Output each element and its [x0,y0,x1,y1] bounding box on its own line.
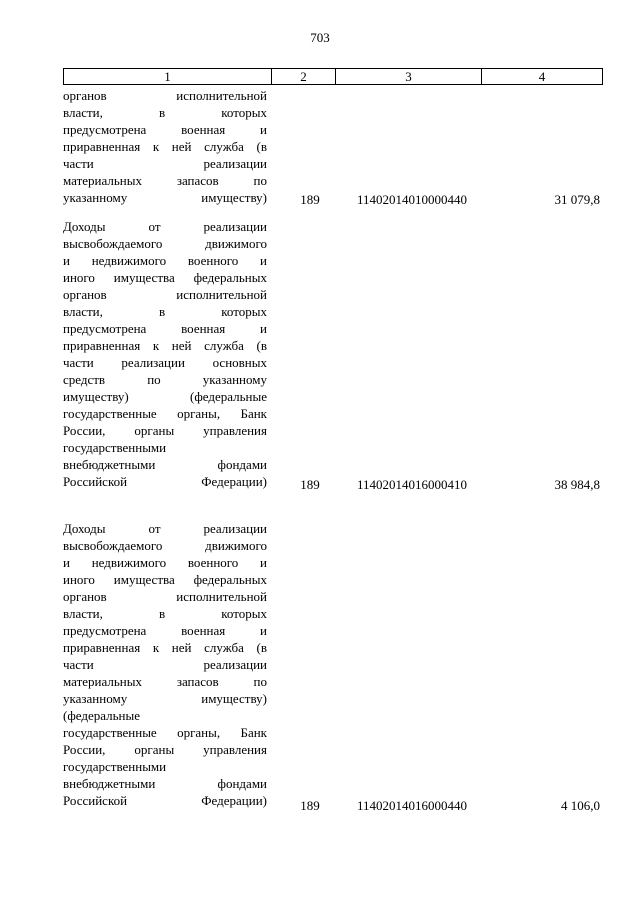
description-line: (федеральные [63,708,140,723]
description-line: Доходы от реализации [63,521,267,536]
row-budget-code: 11402014010000440 [356,192,468,207]
description-line: предусмотрена военная и [63,122,267,137]
description-line: приравненная к ней служба (в [63,139,267,154]
description-line: приравненная к ней служба (в [63,640,267,655]
description-line: внебюджетными фондами [63,776,267,791]
description-line: органов исполнительной [63,589,267,604]
description-line: Доходы от реализации [63,219,267,234]
description-line: России, органы управления [63,423,267,438]
description-line: органов исполнительной [63,287,267,302]
description-line: указанному имуществу) [63,190,267,205]
description-line: и недвижимого военного и [63,555,267,570]
row-admin-code: 189 [300,192,320,207]
row-amount: 4 106,0 [561,798,600,813]
description-line: Российской Федерации) [63,474,267,489]
row-budget-code: 11402014016000410 [356,477,468,492]
column-header-4: 4 [482,69,603,85]
description-line: части реализации [63,657,267,672]
column-header-row [63,68,603,85]
description-line: приравненная к ней служба (в [63,338,267,353]
row-amount: 31 079,8 [554,192,600,207]
description-line: России, органы управления [63,742,267,757]
row-description [63,218,267,490]
description-line: Российской Федерации) [63,793,267,808]
description-line: части реализации основных [63,355,267,370]
column-header-1: 1 [64,69,272,85]
description-line: материальных запасов по [63,674,267,689]
description-line: государственные органы, Банк [63,406,267,421]
description-line: части реализации [63,156,267,171]
column-header-3: 3 [336,69,482,85]
description-line: иного имущества федеральных [63,572,267,587]
description-line: имуществу) (федеральные [63,389,267,404]
description-line: и недвижимого военного и [63,253,267,268]
column-header-2: 2 [272,69,336,85]
description-line: власти, в которых [63,105,267,120]
description-line: средств по указанному [63,372,267,387]
description-line: власти, в которых [63,304,267,319]
description-line: государственными [63,759,167,774]
row-amount: 38 984,8 [554,477,600,492]
description-line: органов исполнительной [63,88,267,103]
description-line: предусмотрена военная и [63,321,267,336]
row-admin-code: 189 [300,477,320,492]
description-line: иного имущества федеральных [63,270,267,285]
description-line: государственные органы, Банк [63,725,267,740]
description-line: указанному имуществу) [63,691,267,706]
row-description [63,520,267,809]
description-line: высвобождаемого движимого [63,236,267,251]
row-budget-code: 11402014016000440 [356,798,468,813]
description-line: власти, в которых [63,606,267,621]
description-line: предусмотрена военная и [63,623,267,638]
description-line: государственными [63,440,167,455]
row-admin-code: 189 [300,798,320,813]
page-number: 703 [310,30,330,45]
description-line: внебюджетными фондами [63,457,267,472]
row-description [63,87,267,206]
description-line: материальных запасов по [63,173,267,188]
description-line: высвобождаемого движимого [63,538,267,553]
